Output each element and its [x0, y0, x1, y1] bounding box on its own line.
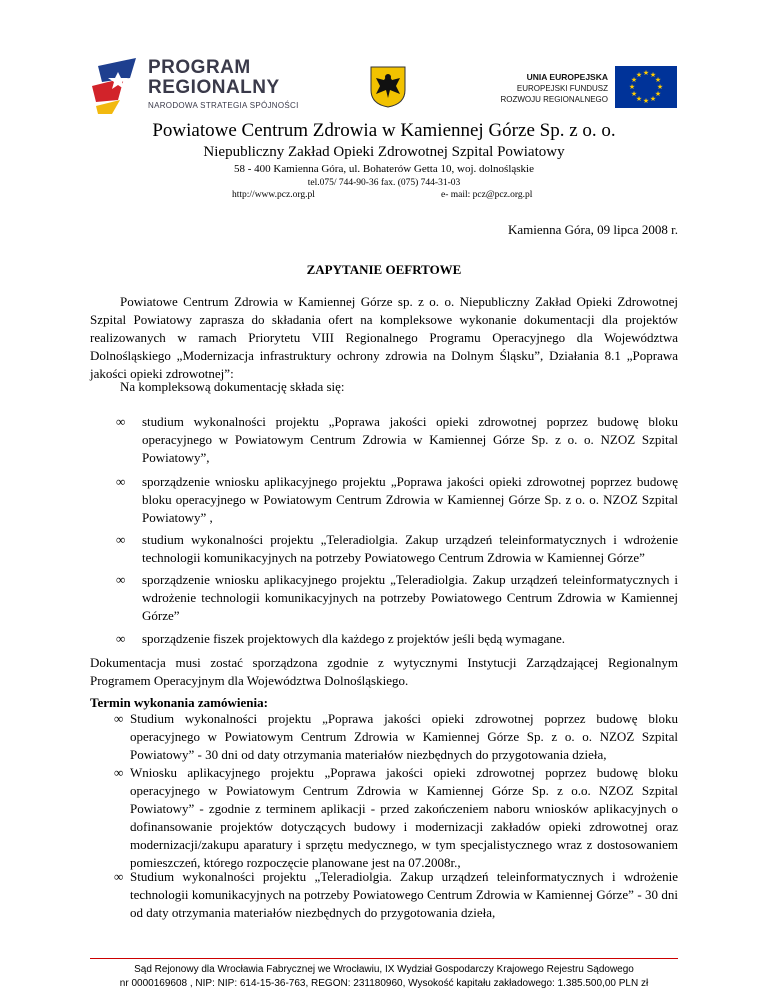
list-item-text: sporządzenie fiszek projektowych dla każdego z projektów jeśli będą wymagane. [142, 631, 566, 646]
deadline-item-text: Studium wykonalności projektu „Poprawa jakości opieki zdrowotnej poprzez budowę bloku operacyjnego w Powiatowym Centrum Zdrowia w Kamiennej Górze Sp. z o. o. NZOZ Szpital Powiatowy” - 30 dni od daty otrzymania materiałów niezbędnych do przygotowania dzieła, [130, 711, 678, 762]
list-item-text: studium wykonalności projektu „Teleradiolgia. Zakup urządzeń teleinformatycznych i wdrożenie technologii komunikacyjnych na potrzeby Powiatowego Centrum Zdrowia w Kamiennej Górze” [142, 532, 678, 565]
eu-line2: EUROPEJSKI FUNDUSZ [516, 84, 608, 93]
document-title: ZAPYTANIE OEFRTOWE [306, 262, 462, 277]
deadline-item [90, 710, 678, 764]
coat-of-arms-icon [370, 66, 406, 108]
organization-subtitle: Niepubliczny Zakład Opieki Zdrowotnej Szpital Powiatowy [203, 144, 565, 160]
list-item-text: sporządzenie wniosku aplikacyjnego projektu „Teleradiolgia. Zakup urządzeń teleinformatycznych i wdrożenie technologii komunikacyjnych na potrzeby Powiatowego Centrum Zdrowia w Kamiennej Górze” [142, 572, 678, 623]
deadline-item [90, 764, 678, 872]
intro-paragraph: Powiatowe Centrum Zdrowia w Kamiennej Górze sp. z o. o. Niepubliczny Zakład Opieki Zdrowotnej Szpital Powiatowy zaprasza do składania ofert na kompleksowe wykonanie dokumentacji dla projektów realizowanych w ramach Priorytetu VIII Regionalnego Programu Operacyjnego dla Województwa Dolnośląskiego „Modernizacja infrastruktury ochrony zdrowia na Dolnym Śląsku”, Działania 8.1 „Poprawa jakości opieki zdrowotnej”: [90, 294, 678, 381]
organization-email: e- mail: pcz@pcz.org.pl [441, 190, 533, 200]
organization-address: 58 - 400 Kamienna Góra, ul. Bohaterów Getta 10, woj. dolnośląskie [234, 163, 534, 175]
svg-text:★: ★ [649, 71, 657, 79]
list-item [90, 413, 678, 467]
list-item-text: sporządzenie wniosku aplikacyjnego projektu „Poprawa jakości opieki zdrowotnej poprzez budowę bloku operacyjnego w Powiatowym Centrum Zdrowia w Kamiennej Górze Sp. z o. o. NZOZ Szpital Powiatowy” , [142, 474, 678, 525]
organization-phone: tel.075/ 744-90-36 fax. (075) 744-31-03 [307, 178, 461, 188]
svg-text:★: ★ [649, 95, 657, 103]
svg-text:★: ★ [628, 83, 636, 91]
bullet-icon: ∞ [116, 474, 126, 489]
document-date: Kamienna Góra, 09 lipca 2008 r. [507, 222, 678, 237]
bullet-icon: ∞ [114, 869, 124, 884]
organization-name: Powiatowe Centrum Zdrowia w Kamiennej Górze Sp. z o. o. [152, 120, 616, 141]
program-line2: REGIONALNY [148, 77, 280, 98]
organization-website: http://www.pcz.org.pl [232, 190, 315, 200]
footer-divider [90, 958, 678, 959]
eu-funding-text [496, 72, 608, 105]
footer-court-info: Sąd Rejonowy dla Wrocławia Fabrycznej we Wrocławiu, IX Wydział Gospodarczy Krajowego Rejestru Sądowego [134, 964, 634, 975]
svg-text:★: ★ [635, 95, 643, 103]
svg-text:★: ★ [654, 90, 662, 98]
svg-text:★: ★ [630, 90, 638, 98]
bullet-icon: ∞ [116, 414, 126, 429]
bullet-icon: ∞ [116, 631, 126, 646]
list-item [90, 531, 678, 567]
eu-flag-icon [615, 66, 677, 108]
deadline-item-text: Wniosku aplikacyjnego projektu „Poprawa jakości opieki zdrowotnej poprzez budowę bloku operacyjnego w Powiatowym Centrum Zdrowia w Kamiennej Górze Sp. z o.o. NZOZ Szpital Powiatowy” - zgodnie z terminem aplikacji - przed zakończeniem naboru wniosków aplikacyjnych o dofinansowanie projektów dotyczących budowy i modernizacji zakładów opieki zdrowotnej oraz modernizacji/zakupu aparatury i sprzętu medycznego, w tym specjalistycznego wraz z dostosowaniem pomieszczeń, którego rozpoczęcie planowane jest na 07.2008r., [130, 765, 678, 870]
bullet-icon: ∞ [116, 532, 126, 547]
svg-text:★: ★ [642, 97, 650, 105]
bullet-icon: ∞ [114, 765, 124, 780]
svg-text:★: ★ [656, 83, 664, 91]
list-item [90, 630, 678, 648]
program-line1: PROGRAM [148, 57, 251, 78]
eu-line3: ROZWOJU REGIONALNEGO [500, 95, 608, 104]
svg-text:★: ★ [630, 76, 638, 84]
documentation-note: Dokumentacja musi zostać sporządzona zgodnie z wytycznymi Instytucji Zarządzającej Regionalnym Programem Operacyjnym dla Województwa Dolnośląskiego. [90, 655, 678, 688]
svg-text:★: ★ [635, 71, 643, 79]
eu-line1: UNIA EUROPEJSKA [526, 72, 608, 82]
deadline-item [90, 868, 678, 922]
bullet-icon: ∞ [116, 572, 126, 587]
list-item [90, 473, 678, 527]
deadline-heading: Termin wykonania zamówienia: [90, 695, 268, 710]
bullet-icon: ∞ [114, 711, 124, 726]
svg-text:★: ★ [654, 76, 662, 84]
list-item [90, 571, 678, 625]
deadline-item-text: Studium wykonalności projektu „Teleradiolgia. Zakup urządzeń teleinformatycznych i wdrożenie technologii komunikacyjnych na potrzeby Powiatowego Centrum Zdrowia w Kamiennej Górze” - 30 dni od daty otrzymania materiałów niezbędnych do przygotowania dzieła, [130, 869, 678, 920]
svg-text:★: ★ [642, 69, 650, 77]
list-item-text: studium wykonalności projektu „Poprawa jakości opieki zdrowotnej poprzez budowę bloku operacyjnego w Powiatowym Centrum Zdrowia w Kamiennej Górze Sp. z o. o. NZOZ Szpital Powiatowy”, [142, 414, 678, 465]
program-regionalny-emblem-icon [90, 56, 150, 116]
footer-registration-info: nr 0000169608 , NIP: NIP: 614-15-36-763, REGON: 231180960, Wysokość kapitału zakładowego: 1.385.500,00 PLN zł [119, 978, 649, 989]
list-intro: Na kompleksową dokumentację składa się: [120, 379, 345, 394]
program-line3: NARODOWA STRATEGIA SPÓJNOŚCI [148, 101, 299, 110]
